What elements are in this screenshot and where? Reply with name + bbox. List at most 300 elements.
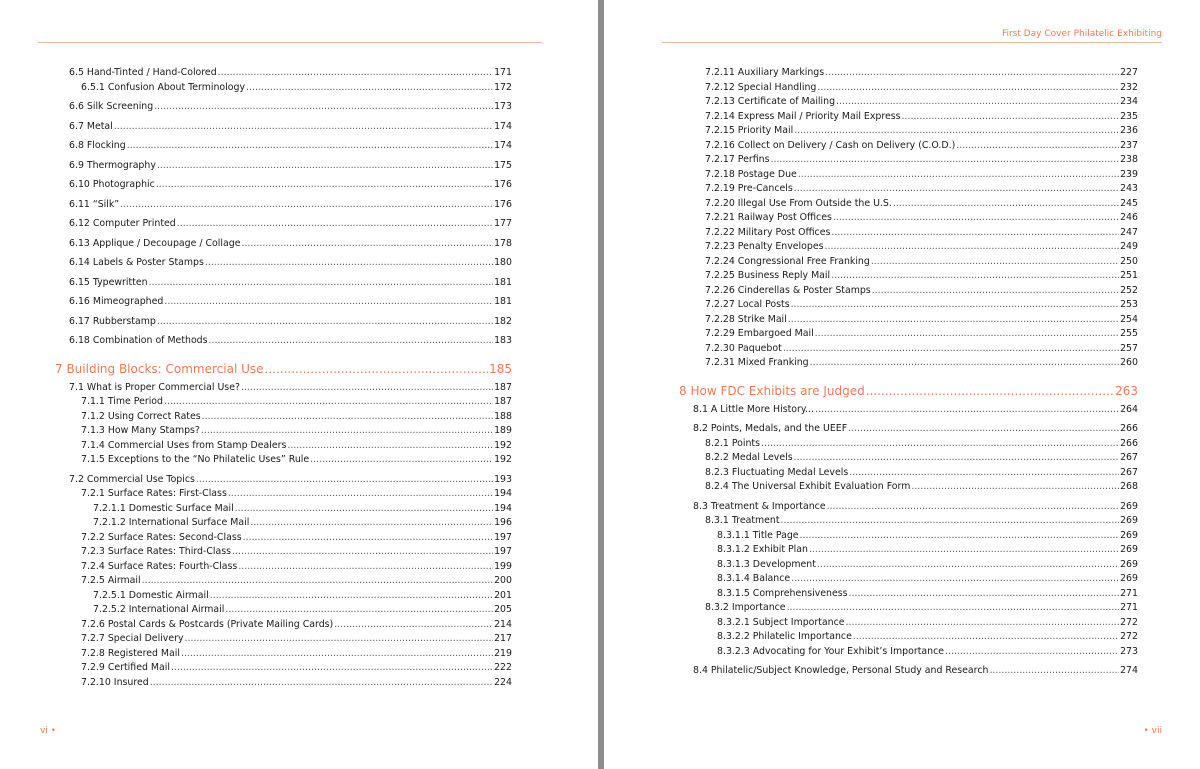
toc-entry-page: 245 <box>1120 197 1138 209</box>
toc-entry-title: 7.2.1 Surface Rates: First-Class <box>81 488 227 499</box>
toc-entry[interactable] <box>679 298 1138 313</box>
toc-entry-page: 197 <box>494 546 512 557</box>
dot-leader <box>794 124 1119 139</box>
toc-entry[interactable] <box>679 466 1138 481</box>
dot-leader <box>800 529 1120 544</box>
toc-entry-page: 232 <box>1120 81 1138 93</box>
dot-leader <box>836 95 1119 110</box>
toc-entry-title: 7.2.27 Local Posts <box>705 299 790 310</box>
dot-leader <box>210 589 493 604</box>
toc-left <box>55 66 512 690</box>
dot-leader <box>798 168 1119 183</box>
dot-leader <box>149 276 494 291</box>
toc-entry[interactable] <box>679 500 1138 515</box>
toc-entry-title: 8.3.2.3 Advocating for Your Exhibit’s Importance <box>717 645 944 657</box>
toc-entry-page: 188 <box>494 410 512 422</box>
toc-entry[interactable] <box>55 178 512 193</box>
toc-entry-page: 193 <box>494 473 512 485</box>
toc-entry-page: 271 <box>1120 602 1138 613</box>
toc-entry-page: 174 <box>494 140 512 151</box>
dot-leader <box>181 647 493 662</box>
toc-entry[interactable] <box>55 198 512 213</box>
toc-entry[interactable] <box>679 342 1138 357</box>
toc-entry[interactable] <box>679 240 1138 255</box>
toc-entry[interactable] <box>55 295 512 310</box>
toc-entry-title: 7.2.17 Perfins <box>705 154 770 165</box>
toc-entry[interactable] <box>679 514 1138 529</box>
toc-entry-page: 243 <box>1120 183 1138 194</box>
toc-entry-title: 8.3.1 Treatment <box>705 515 780 526</box>
toc-entry[interactable] <box>679 327 1138 342</box>
toc-entry-page: 255 <box>1120 328 1138 339</box>
toc-entry-page: 174 <box>494 120 512 132</box>
dot-leader <box>831 226 1119 241</box>
toc-entry-title: 7 Building Blocks: Commercial Use <box>55 361 264 376</box>
toc-entry-title: 7.2.30 Paquebot <box>705 342 782 354</box>
dot-leader <box>825 66 1119 81</box>
toc-entry[interactable] <box>55 120 512 135</box>
toc-entry-page: 197 <box>494 531 512 543</box>
toc-entry-title: 7.2.11 Auxiliary Markings <box>705 67 825 78</box>
dot-leader <box>243 531 493 546</box>
dot-leader <box>114 120 493 135</box>
toc-entry-page: 247 <box>1120 226 1138 238</box>
toc-entry-title: 6.8 Flocking <box>69 140 126 151</box>
dot-leader <box>849 587 1120 602</box>
toc-entry-title: 8.2 Points, Medals, and the UEEF <box>693 423 848 434</box>
toc-entry-page: 181 <box>494 276 512 288</box>
toc-entry-title: 7.2 Commercial Use Topics <box>69 473 195 485</box>
toc-entry-title: 8.3.1.3 Development <box>717 558 816 570</box>
toc-entry-page: 269 <box>1120 529 1138 541</box>
dot-leader <box>287 439 493 454</box>
dot-leader <box>228 487 493 502</box>
toc-entry[interactable] <box>679 313 1138 328</box>
toc-entry-page: 187 <box>494 381 512 393</box>
toc-entry[interactable] <box>679 403 1138 418</box>
dot-leader <box>787 601 1120 616</box>
toc-entry[interactable] <box>679 587 1138 602</box>
toc-entry-page: 253 <box>1120 299 1138 310</box>
toc-entry-title: 7.1.4 Commercial Uses from Stamp Dealers <box>81 439 287 451</box>
dot-leader <box>815 403 1119 418</box>
dot-leader <box>911 480 1119 495</box>
toc-entry-page: 176 <box>494 198 512 210</box>
toc-entry-title: 7.1.1 Time Period <box>81 396 163 407</box>
toc-entry[interactable] <box>55 81 512 96</box>
toc-entry-page: 236 <box>1120 125 1138 136</box>
toc-entry-page: 269 <box>1120 515 1138 526</box>
toc-entry-page: 171 <box>494 67 512 78</box>
toc-entry-page: 196 <box>494 517 512 528</box>
toc-entry[interactable] <box>55 439 512 454</box>
toc-entry[interactable] <box>679 153 1138 168</box>
toc-entry-title: 7.2.10 Insured <box>81 676 149 688</box>
toc-entry-title: 7.2.2 Surface Rates: Second-Class <box>81 531 242 543</box>
toc-entry-page: 219 <box>494 647 512 659</box>
dot-leader <box>794 451 1119 466</box>
left-page <box>0 0 598 769</box>
toc-entry[interactable] <box>55 139 512 154</box>
toc-entry[interactable] <box>55 315 512 330</box>
toc-entry[interactable] <box>55 256 512 271</box>
toc-entry-page: 269 <box>1120 558 1138 570</box>
toc-entry-page: 269 <box>1120 544 1138 555</box>
toc-entry-page: 264 <box>1120 403 1138 415</box>
toc-chapter-entry[interactable] <box>679 381 1138 401</box>
dot-leader <box>209 334 494 349</box>
toc-entry[interactable] <box>679 616 1138 631</box>
page-number-right: • vii <box>1143 726 1162 736</box>
toc-right <box>679 66 1138 679</box>
toc-entry[interactable] <box>679 66 1138 81</box>
toc-entry-page: 273 <box>1120 645 1138 657</box>
header-rule <box>38 42 542 43</box>
toc-entry-page: 272 <box>1120 631 1138 642</box>
toc-entry-page: 267 <box>1120 466 1138 478</box>
toc-entry[interactable] <box>55 276 512 291</box>
toc-entry[interactable] <box>55 237 512 252</box>
dot-leader <box>945 645 1119 660</box>
toc-entry-page: 237 <box>1120 139 1138 151</box>
page-number-left: vi • <box>40 726 56 736</box>
toc-entry-title: 8.3 Treatment & Importance <box>693 500 826 512</box>
dot-leader <box>794 182 1119 197</box>
dot-leader <box>164 295 493 310</box>
toc-entry-page: 205 <box>494 604 512 615</box>
dot-leader <box>157 315 493 330</box>
running-header: First Day Cover Philatelic Exhibiting <box>1001 29 1162 39</box>
toc-entry[interactable] <box>679 197 1138 212</box>
toc-entry-title: 6.13 Applique / Decoupage / Collage <box>69 237 241 249</box>
toc-entry-title: 6.10 Photographic <box>69 179 155 190</box>
dot-leader <box>218 66 493 81</box>
toc-entry[interactable] <box>679 124 1138 139</box>
toc-entry-title: 7.2.29 Embargoed Mail <box>705 328 814 339</box>
toc-entry[interactable] <box>679 211 1138 226</box>
toc-entry-page: 234 <box>1120 96 1138 107</box>
toc-entry[interactable] <box>55 545 512 560</box>
toc-entry-title: 6.5 Hand-Tinted / Hand-Colored <box>69 67 217 78</box>
toc-entry-title: 7.2.25 Business Reply Mail <box>705 270 831 281</box>
dot-leader <box>827 500 1120 515</box>
toc-entry-title: 7.2.24 Congressional Free Franking <box>705 255 870 267</box>
toc-entry-page: 251 <box>1120 270 1138 281</box>
dot-leader <box>871 255 1119 270</box>
dot-leader <box>310 453 493 468</box>
toc-entry[interactable] <box>679 255 1138 270</box>
toc-entry[interactable] <box>55 395 512 410</box>
toc-entry[interactable] <box>679 630 1138 645</box>
dot-leader <box>250 516 493 531</box>
dot-leader <box>831 269 1119 284</box>
toc-entry-page: 194 <box>494 488 512 499</box>
toc-entry[interactable] <box>55 217 512 232</box>
toc-entry-page: 269 <box>1120 573 1138 584</box>
dot-leader <box>246 81 493 96</box>
toc-entry-title: 7.2.15 Priority Mail <box>705 125 794 136</box>
toc-entry-title: 7.2.8 Registered Mail <box>81 647 180 659</box>
dot-leader <box>853 630 1119 645</box>
toc-entry[interactable] <box>55 381 512 396</box>
toc-entry-page: 217 <box>494 633 512 644</box>
toc-entry-title: 8.1 A Little More History... <box>693 403 814 415</box>
toc-entry-page: 189 <box>494 425 512 436</box>
toc-entry[interactable] <box>679 226 1138 241</box>
dot-leader <box>202 410 493 425</box>
toc-entry-page: 224 <box>494 676 512 688</box>
toc-entry-title: 6.14 Labels & Poster Stamps <box>69 257 204 268</box>
toc-entry[interactable] <box>679 451 1138 466</box>
toc-entry-title: 8.3.1.4 Balance <box>717 573 791 584</box>
toc-entry[interactable] <box>55 473 512 488</box>
toc-entry-title: 7.2.18 Postage Due <box>705 168 797 180</box>
toc-entry-page: 267 <box>1120 452 1138 463</box>
toc-entry-page: 185 <box>489 361 512 376</box>
toc-entry-page: 250 <box>1120 255 1138 267</box>
toc-entry[interactable] <box>55 159 512 174</box>
toc-entry[interactable] <box>55 453 512 468</box>
toc-entry-title: 7.2.28 Strike Mail <box>705 313 787 325</box>
toc-entry-page: 222 <box>494 662 512 673</box>
toc-entry-title: 7.1.5 Exceptions to the “No Philatelic Uses” Rule <box>81 454 310 465</box>
toc-entry-title: 8.2.1 Points <box>705 437 760 449</box>
toc-entry-title: 8.2.4 The Universal Exhibit Evaluation Form <box>705 481 911 492</box>
toc-entry[interactable] <box>55 531 512 546</box>
dot-leader <box>761 437 1119 452</box>
toc-entry[interactable] <box>679 422 1138 437</box>
dot-leader <box>164 395 493 410</box>
toc-entry-page: 192 <box>494 439 512 451</box>
dot-leader <box>849 466 1119 481</box>
toc-entry-title: 7.2.6 Postal Cards & Postcards (Private Mailing Cards) <box>81 618 334 630</box>
toc-entry-page: 260 <box>1120 357 1138 368</box>
toc-entry-title: 7.2.12 Special Handling <box>705 81 817 93</box>
dot-leader <box>872 284 1119 299</box>
toc-entry[interactable] <box>55 410 512 425</box>
toc-entry-title: 7.2.14 Express Mail / Priority Mail Express <box>705 110 901 122</box>
toc-entry[interactable] <box>679 572 1138 587</box>
toc-entry-title: 8.3.2.2 Philatelic Importance <box>717 631 852 642</box>
dot-leader <box>225 603 493 618</box>
toc-entry-page: 246 <box>1120 212 1138 223</box>
dot-leader <box>205 256 493 271</box>
toc-entry-page: 266 <box>1120 437 1138 449</box>
toc-entry-title: 7.2.9 Certified Mail <box>81 662 170 673</box>
toc-entry-title: 6.7 Metal <box>69 120 113 132</box>
toc-entry-page: 257 <box>1120 342 1138 354</box>
toc-entry[interactable] <box>679 529 1138 544</box>
toc-entry-page: 173 <box>494 101 512 112</box>
toc-entry[interactable] <box>55 560 512 575</box>
toc-entry-page: 235 <box>1120 110 1138 122</box>
toc-entry[interactable] <box>679 437 1138 452</box>
toc-entry-page: 175 <box>494 159 512 171</box>
toc-entry-page: 201 <box>494 589 512 601</box>
dot-leader <box>142 574 493 589</box>
toc-entry-page: 178 <box>494 237 512 249</box>
dot-leader <box>241 381 493 396</box>
dot-leader <box>817 81 1119 96</box>
toc-entry[interactable] <box>55 632 512 647</box>
toc-entry-title: 8.3.2 Importance <box>705 602 786 613</box>
dot-leader <box>810 356 1119 371</box>
toc-entry-title: 7.2.13 Certificate of Mailing <box>705 96 836 107</box>
dot-leader <box>902 110 1120 125</box>
toc-entry[interactable] <box>679 664 1138 679</box>
toc-entry-title: 7.2.7 Special Delivery <box>81 633 184 644</box>
dot-leader <box>177 217 493 232</box>
toc-entry-title: 6.5.1 Confusion About Terminology <box>81 81 245 93</box>
toc-entry[interactable] <box>55 100 512 115</box>
toc-entry-page: 249 <box>1120 241 1138 252</box>
toc-entry[interactable] <box>679 356 1138 371</box>
toc-entry-title: 7.2.26 Cinderellas & Poster Stamps <box>705 284 871 296</box>
toc-entry-title: 8.3.1.2 Exhibit Plan <box>717 544 808 555</box>
dot-leader <box>788 313 1119 328</box>
toc-entry[interactable] <box>55 618 512 633</box>
toc-entry-title: 8.3.2.1 Subject Importance <box>717 616 845 628</box>
toc-entry[interactable] <box>679 601 1138 616</box>
toc-chapter-entry[interactable] <box>55 359 512 379</box>
toc-entry[interactable] <box>55 487 512 502</box>
toc-entry-page: 214 <box>494 618 512 630</box>
dot-leader <box>825 240 1120 255</box>
dot-leader <box>770 153 1119 168</box>
toc-entry-title: 6.6 Silk Screening <box>69 101 154 112</box>
toc-entry-title: 7.2.20 Illegal Use From Outside the U.S. <box>705 197 892 209</box>
toc-entry-title: 7.2.16 Collect on Delivery / Cash on Delivery (C.O.D.) <box>705 139 956 151</box>
toc-entry-page: 272 <box>1120 616 1138 628</box>
toc-entry-page: 254 <box>1120 313 1138 325</box>
right-page <box>604 0 1200 769</box>
dot-leader <box>791 572 1119 587</box>
dot-leader <box>150 676 493 691</box>
toc-entry-title: 7.2.31 Mixed Franking <box>705 357 809 368</box>
dot-leader <box>154 100 493 115</box>
toc-entry[interactable] <box>55 66 512 81</box>
toc-entry-title: 7.2.21 Railway Post Offices <box>705 212 832 223</box>
dot-leader <box>893 197 1119 212</box>
dot-leader <box>120 198 493 213</box>
toc-entry-title: 6.17 Rubberstamp <box>69 315 156 327</box>
toc-entry-title: 8.3.1.1 Title Page <box>717 529 799 541</box>
dot-leader <box>809 543 1119 558</box>
dot-leader <box>833 211 1119 226</box>
toc-entry[interactable] <box>679 95 1138 110</box>
toc-entry[interactable] <box>55 574 512 589</box>
dot-leader <box>866 381 1114 401</box>
toc-entry-page: 181 <box>494 296 512 307</box>
toc-entry[interactable] <box>679 168 1138 183</box>
toc-entry-title: 7.2.5 Airmail <box>81 575 141 586</box>
toc-entry-title: 6.11 “Silk” <box>69 198 120 210</box>
toc-entry[interactable] <box>679 284 1138 299</box>
toc-entry[interactable] <box>55 603 512 618</box>
toc-entry[interactable] <box>679 110 1138 125</box>
toc-entry[interactable] <box>679 645 1138 660</box>
toc-entry-title: 7.1.3 How Many Stamps? <box>81 425 200 436</box>
toc-entry-page: 266 <box>1120 423 1138 434</box>
toc-entry-title: 7.2.23 Penalty Envelopes <box>705 241 824 252</box>
toc-entry-title: 6.16 Mimeographed <box>69 296 164 307</box>
toc-entry[interactable] <box>55 647 512 662</box>
toc-entry-page: 274 <box>1120 665 1138 676</box>
dot-leader <box>781 514 1120 529</box>
toc-entry-page: 200 <box>494 575 512 586</box>
toc-entry-title: 7.1 What is Proper Commercial Use? <box>69 381 240 393</box>
dot-leader <box>989 664 1119 679</box>
toc-entry-page: 268 <box>1120 481 1138 492</box>
dot-leader <box>846 616 1120 631</box>
dot-leader <box>235 502 493 517</box>
toc-entry-page: 199 <box>494 560 512 572</box>
toc-entry-title: 6.18 Combination of Methods <box>69 335 208 346</box>
toc-entry-title: 8 How FDC Exhibits are Judged <box>679 383 865 398</box>
toc-entry-page: 238 <box>1120 154 1138 165</box>
toc-entry-title: 7.2.1.2 International Surface Mail <box>93 517 250 528</box>
toc-entry-page: 271 <box>1120 587 1138 599</box>
toc-entry[interactable] <box>55 334 512 349</box>
toc-entry-page: 183 <box>494 335 512 346</box>
toc-entry-title: 7.2.5.1 Domestic Airmail <box>93 589 209 601</box>
toc-entry-page: 172 <box>494 81 512 93</box>
toc-entry-title: 8.3.1.5 Comprehensiveness <box>717 587 848 599</box>
toc-entry-title: 8.2.2 Medal Levels <box>705 452 793 463</box>
dot-leader <box>956 139 1119 154</box>
toc-entry[interactable] <box>55 424 512 439</box>
toc-entry[interactable] <box>679 558 1138 573</box>
dot-leader <box>185 632 494 647</box>
toc-entry-page: 263 <box>1115 383 1138 398</box>
toc-entry-title: 6.12 Computer Printed <box>69 218 176 229</box>
toc-entry[interactable] <box>55 589 512 604</box>
toc-entry[interactable] <box>55 516 512 531</box>
toc-entry-title: 6.15 Typewritten <box>69 276 148 288</box>
toc-entry-title: 6.9 Thermography <box>69 159 156 171</box>
toc-entry[interactable] <box>679 480 1138 495</box>
toc-entry-page: 180 <box>494 257 512 268</box>
dot-leader <box>201 424 493 439</box>
toc-entry[interactable] <box>55 502 512 517</box>
toc-entry[interactable] <box>679 269 1138 284</box>
toc-entry-page: 269 <box>1120 500 1138 512</box>
toc-entry[interactable] <box>679 543 1138 558</box>
dot-leader <box>817 558 1119 573</box>
dot-leader <box>241 237 493 252</box>
dot-leader <box>156 178 493 193</box>
toc-entry-title: 7.1.2 Using Correct Rates <box>81 410 201 422</box>
toc-entry[interactable] <box>679 139 1138 154</box>
toc-entry-page: 182 <box>494 315 512 327</box>
dot-leader <box>232 545 493 560</box>
toc-entry[interactable] <box>679 81 1138 96</box>
toc-entry-page: 177 <box>494 218 512 229</box>
toc-entry[interactable] <box>55 661 512 676</box>
toc-entry-title: 7.2.22 Military Post Offices <box>705 226 831 238</box>
toc-entry-title: 7.2.19 Pre-Cancels <box>705 183 793 194</box>
dot-leader <box>848 422 1119 437</box>
toc-entry-page: 239 <box>1120 168 1138 180</box>
toc-entry-page: 187 <box>494 396 512 407</box>
toc-entry-title: 7.2.3 Surface Rates: Third-Class <box>81 546 232 557</box>
toc-entry[interactable] <box>679 182 1138 197</box>
toc-entry-title: 7.2.4 Surface Rates: Fourth-Class <box>81 560 238 572</box>
toc-entry[interactable] <box>55 676 512 691</box>
dot-leader <box>265 359 489 379</box>
dot-leader <box>157 159 493 174</box>
dot-leader <box>791 298 1120 313</box>
